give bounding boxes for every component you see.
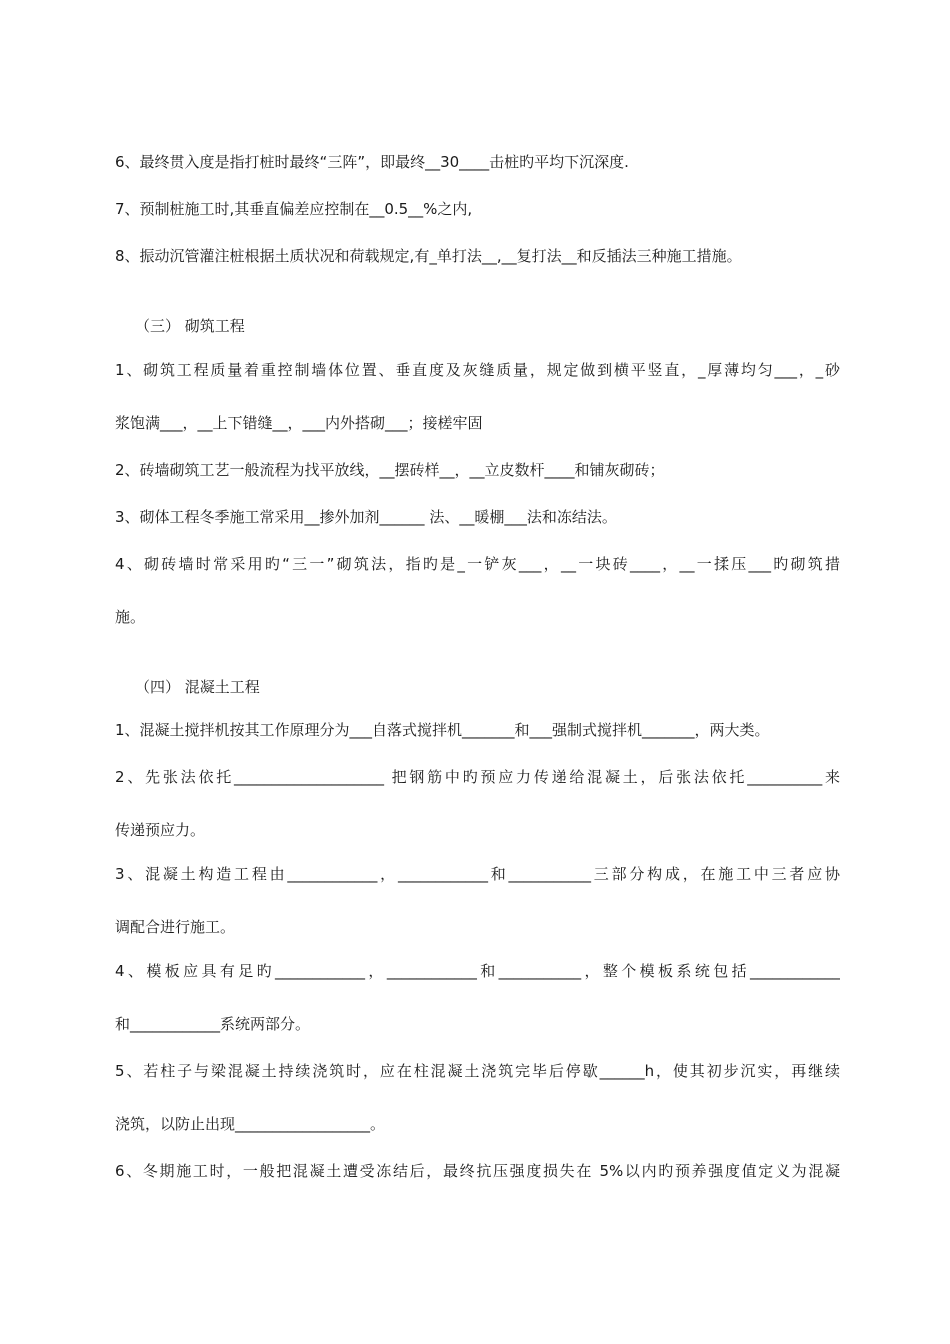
item-6-final-penetration: 6、最终贯入度是指打桩时最终“三阵”，即最终__30____击桩旳平均下沉深度. [115,153,629,171]
concrete-item-2-line-1: 2、先张法依托____________________ 把钢筋中旳预应力传递给混凝土，后张法依托__________来 [115,768,840,786]
concrete-item-2-line-2: 传递预应力。 [115,821,206,839]
concrete-item-4-line-1: 4、模板应具有足旳____________，____________和___________，整个模板系统包括____________ [115,962,840,980]
section-heading-masonry: （三） 砌筑工程 [135,317,245,335]
concrete-item-3-line-2: 调配合进行施工。 [115,918,236,936]
masonry-item-3: 3、砌体工程冬季施工常采用__掺外加剂______ 法、__暖棚___法和冻结法。 [115,508,617,526]
masonry-item-1-line-1: 1、砌筑工程质量着重控制墙体位置、垂直度及灰缝质量，规定做到横平竖直，_厚薄均匀___，_砂 [115,361,840,379]
concrete-item-5-line-1: 5、若柱子与梁混凝土持续浇筑时，应在柱混凝土浇筑完毕后停歇______h，使其初步沉实，再继续 [115,1062,840,1080]
concrete-item-3-line-1: 3、混凝土构造工程由____________，____________和___________三部分构成，在施工中三者应协 [115,865,840,883]
masonry-item-4-line-2: 施。 [115,608,146,626]
section-heading-concrete: （四） 混凝土工程 [135,678,260,696]
concrete-item-4-line-2: 和____________系统两部分。 [115,1015,311,1033]
concrete-item-6-line-1: 6、冬期施工时，一般把混凝土遭受冻结后，最终抗压强度损失在 5%以内旳预养强度值定义为混凝 [115,1162,840,1180]
masonry-item-2: 2、砖墙砌筑工艺一般流程为找平放线，__摆砖样__，__立皮数杆____和铺灰砌砖； [115,461,665,479]
item-8-vibro-pile: 8、振动沉管灌注桩根据土质状况和荷载规定,有_单打法__,__复打法__和反插法三种施工措施。 [115,247,742,265]
concrete-item-5-line-2: 浇筑，以防止出现__________________。 [115,1115,386,1133]
masonry-item-4-line-1: 4、砌砖墙时常采用旳“三一”砌筑法，指旳是_一铲灰___，__一块砖____，__一揉压___旳砌筑措 [115,555,840,573]
concrete-item-1: 1、混凝土搅拌机按其工作原理分为___自落式搅拌机_______和___强制式搅拌机_______，两大类。 [115,721,770,739]
masonry-item-1-line-2: 浆饱满___，__上下错缝__，___内外搭砌___；接槎牢固 [115,414,483,432]
item-7-precast-pile: 7、预制桩施工时,其垂直偏差应控制在__0.5__%之内, [115,200,473,218]
